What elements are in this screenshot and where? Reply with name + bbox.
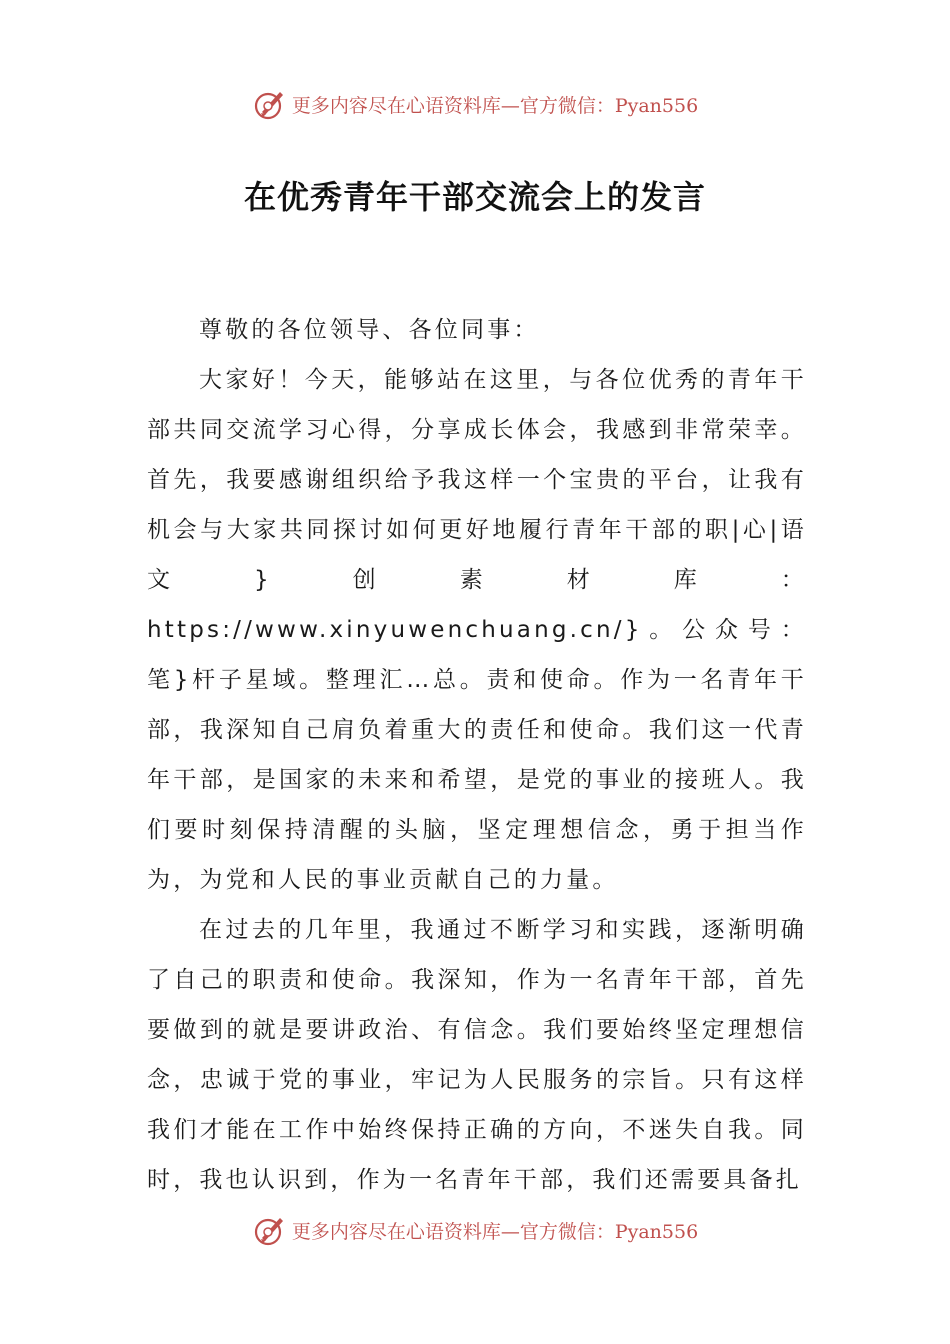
document-title: 在优秀青年干部交流会上的发言: [243, 178, 706, 216]
footer-banner: [0, 1210, 950, 1250]
header-banner-text: 更多内容尽在心语资料库—官方微信：Pyan556: [291, 94, 699, 117]
pen-nib-logo-icon: [252, 1212, 288, 1248]
header-banner: [0, 84, 950, 124]
pen-nib-logo-icon: [252, 86, 288, 122]
footer-banner-text: 更多内容尽在心语资料库—官方微信：Pyan556: [291, 1220, 699, 1243]
body-paragraph-2: 在过去的几年里，我通过不断学习和实践，逐渐明确了自己的职责和使命。我深知，作为一名青年干部，首先要做到的就是要讲政治、有信念。我们要始终坚定理想信念，忠诚于党的事业，牢记为人民服务的宗旨。只有这样我们才能在工作中始终保持正确的方向，不迷失自我。同时，我也认识到，作为一名青年干部，我们还需要具备扎: [147, 917, 807, 1193]
document-body: [147, 305, 807, 1205]
body-paragraph-1: 大家好！今天，能够站在这里，与各位优秀的青年干部共同交流学习心得，分享成长体会，我感到非常荣幸。首先，我要感谢组织给予我这样一个宝贵的平台，让我有机会与大家共同探讨如何更好地履行青年干部的职|心|语文}创素材库：https://www.xinyuwenchuang.cn/}。公众号：笔}杆子星域。整理汇…总。责和使命。作为一名青年干部，我深知自己肩负着重大的责任和使命。我们这一代青年干部，是国家的未来和希望，是党的事业的接班人。我们要时刻保持清醒的头脑，坚定理想信念，勇于担当作为，为党和人民的事业贡献自己的力量。: [147, 367, 807, 893]
salutation-paragraph: 尊敬的各位领导、各位同事：: [199, 317, 540, 343]
